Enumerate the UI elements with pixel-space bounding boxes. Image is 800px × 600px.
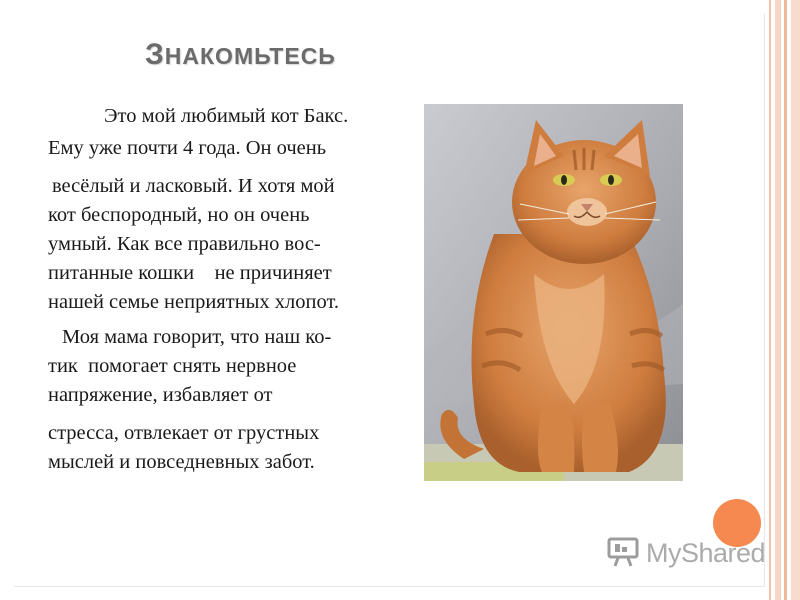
text-line: Моя мама говорит, что наш ко- xyxy=(62,326,332,348)
text-line: Это мой любимый кот Бакс. xyxy=(104,105,349,127)
decor-stripe xyxy=(784,0,787,600)
watermark-text: MyShared xyxy=(646,537,766,568)
text-line: напряжение, избавляет от xyxy=(48,384,273,406)
text-line: питанные кошки не причиняет xyxy=(48,262,332,284)
slide-title xyxy=(145,38,336,72)
myshared-logo-icon xyxy=(606,534,640,573)
text-line: Ему уже почти 4 года. Он очень xyxy=(48,137,327,159)
text-line: нашей семье неприятных хлопот. xyxy=(48,291,340,313)
decor-stripe xyxy=(769,0,771,600)
text-line: стресса, отвлекает от грустных xyxy=(48,422,320,444)
text-line: мыслей и повседневных забот. xyxy=(48,451,315,473)
decor-stripe xyxy=(775,0,781,600)
title-first-letter: З xyxy=(145,38,165,71)
decor-stripe xyxy=(791,0,800,600)
text-line: тик помогает снять нервное xyxy=(48,355,297,377)
text-line: весёлый и ласковый. И хотя мой xyxy=(52,175,335,197)
text-line: кот беспородный, но он очень xyxy=(48,204,310,226)
text-line: умный. Как все правильно вос- xyxy=(48,233,321,255)
cat-photo xyxy=(424,104,683,481)
myshared-watermark xyxy=(606,535,765,571)
title-rest: НАКОМЬТЕСЬ xyxy=(164,43,336,69)
